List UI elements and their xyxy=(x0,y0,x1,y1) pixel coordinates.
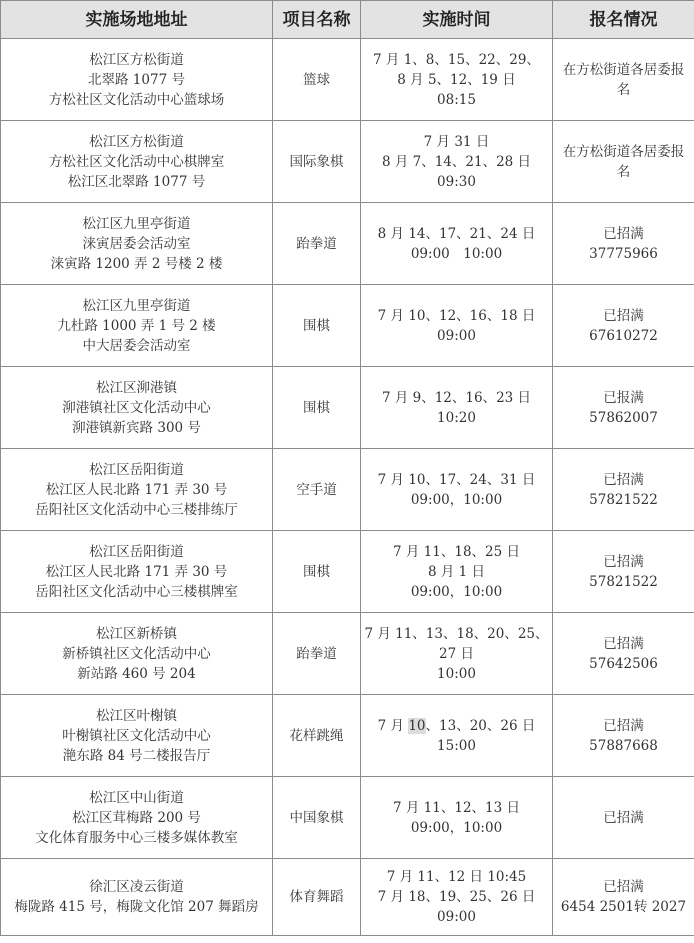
address-cell: 松江区岳阳街道 松江区人民北路 171 弄 30 号 岳阳社区文化活动中心三楼棋牌室 xyxy=(1,531,273,613)
status-cell: 在方松街道各居委报 名 xyxy=(553,39,694,121)
time-cell: 7 月 11、12 日 10:45 7 月 18、19、25、26 日 09:00 xyxy=(361,859,553,936)
header-address: 实施场地地址 xyxy=(1,1,273,39)
address-cell: 松江区中山街道 松江区茸梅路 200 号 文化体育服务中心三楼多媒体教室 xyxy=(1,777,273,859)
address-cell: 松江区九里亭街道 九杜路 1000 弄 1 号 2 楼 中大居委会活动室 xyxy=(1,285,273,367)
status-cell: 已招满 37775966 xyxy=(553,203,694,285)
project-cell: 跆拳道 xyxy=(273,203,361,285)
table-header-row xyxy=(1,1,694,39)
address-cell: 松江区九里亭街道 涞寅居委会活动室 涞寅路 1200 弄 2 号楼 2 楼 xyxy=(1,203,273,285)
time-cell: 8 月 14、17、21、24 日 09:00 10:00 xyxy=(361,203,553,285)
table-row xyxy=(1,367,694,449)
status-cell: 已报满 57862007 xyxy=(553,367,694,449)
table-row xyxy=(1,203,694,285)
status-cell: 已招满 57821522 xyxy=(553,449,694,531)
header-project: 项目名称 xyxy=(273,1,361,39)
header-time: 实施时间 xyxy=(361,1,553,39)
project-cell: 围棋 xyxy=(273,367,361,449)
project-cell: 围棋 xyxy=(273,531,361,613)
address-cell: 松江区泖港镇 泖港镇社区文化活动中心 泖港镇新宾路 300 号 xyxy=(1,367,273,449)
address-cell: 松江区叶榭镇 叶榭镇社区文化活动中心 滟东路 84 号二楼报告厅 xyxy=(1,695,273,777)
project-cell: 花样跳绳 xyxy=(273,695,361,777)
status-cell: 已招满 57642506 xyxy=(553,613,694,695)
time-cell: 7 月 11、13、18、20、25、 27 日 10:00 xyxy=(361,613,553,695)
time-cell: 7 月 9、12、16、23 日 10:20 xyxy=(361,367,553,449)
project-cell: 体育舞蹈 xyxy=(273,859,361,936)
address-cell: 松江区方松街道 方松社区文化活动中心棋牌室 松江区北翠路 1077 号 xyxy=(1,121,273,203)
table-row xyxy=(1,285,694,367)
project-cell: 空手道 xyxy=(273,449,361,531)
table-row xyxy=(1,777,694,859)
table-row xyxy=(1,531,694,613)
project-cell: 围棋 xyxy=(273,285,361,367)
project-cell: 篮球 xyxy=(273,39,361,121)
time-cell: 7 月 11、12、13 日 09:00，10:00 xyxy=(361,777,553,859)
time-cell xyxy=(361,695,553,777)
table-row xyxy=(1,695,694,777)
status-cell: 已招满 xyxy=(553,777,694,859)
time-cell: 7 月 10、12、16、18 日 09:00 xyxy=(361,285,553,367)
table-row xyxy=(1,449,694,531)
table-row xyxy=(1,121,694,203)
time-suffix: 、13、20、26 日 15:00 xyxy=(425,717,536,754)
table-row xyxy=(1,613,694,695)
address-cell: 松江区方松街道 北翠路 1077 号 方松社区文化活动中心篮球场 xyxy=(1,39,273,121)
table-row xyxy=(1,859,694,936)
header-status: 报名情况 xyxy=(553,1,694,39)
time-cell: 7 月 10、17、24、31 日 09:00，10:00 xyxy=(361,449,553,531)
status-cell: 已招满 67610272 xyxy=(553,285,694,367)
address-cell: 松江区新桥镇 新桥镇社区文化活动中心 新站路 460 号 204 xyxy=(1,613,273,695)
time-cell: 7 月 1、8、15、22、29、 8 月 5、12、19 日 08:15 xyxy=(361,39,553,121)
status-cell: 已招满 57821522 xyxy=(553,531,694,613)
project-cell: 国际象棋 xyxy=(273,121,361,203)
project-cell: 跆拳道 xyxy=(273,613,361,695)
time-prefix: 7 月 xyxy=(377,717,409,734)
highlighted-day: 10 xyxy=(408,717,426,734)
address-cell: 徐汇区凌云街道 梅陇路 415 号，梅陇文化馆 207 舞蹈房 xyxy=(1,859,273,936)
status-cell: 已招满 57887668 xyxy=(553,695,694,777)
project-cell: 中国象棋 xyxy=(273,777,361,859)
status-cell: 已招满 6454 2501转 2027 xyxy=(553,859,694,936)
time-cell: 7 月 11、18、25 日 8 月 1 日 09:00，10:00 xyxy=(361,531,553,613)
table-row xyxy=(1,39,694,121)
status-cell: 在方松街道各居委报 名 xyxy=(553,121,694,203)
time-cell: 7 月 31 日 8 月 7、14、21、28 日 09:30 xyxy=(361,121,553,203)
address-cell: 松江区岳阳街道 松江区人民北路 171 弄 30 号 岳阳社区文化活动中心三楼排练厅 xyxy=(1,449,273,531)
